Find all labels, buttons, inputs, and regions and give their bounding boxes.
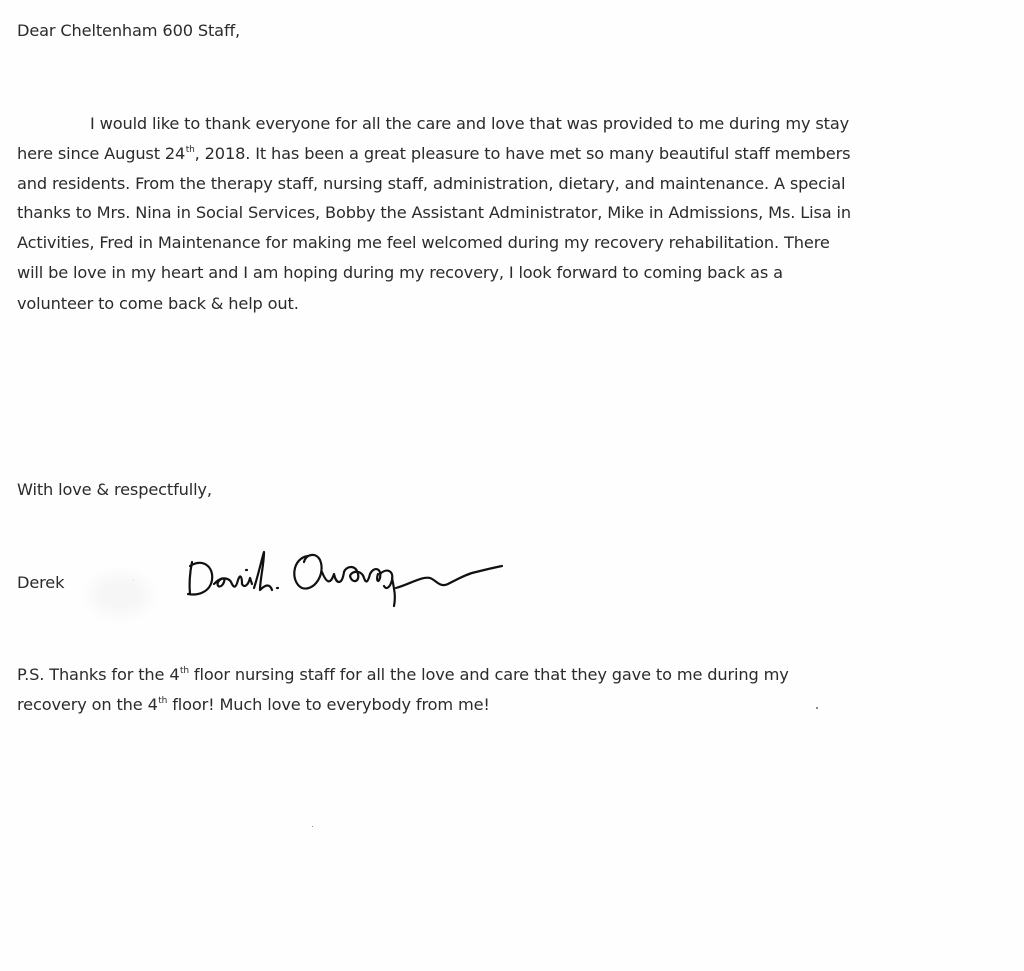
- sender-name: Derek: [17, 573, 65, 592]
- body-line: Activities, Fred in Maintenance for making me feel welcomed during my recovery rehabilitation. There: [17, 233, 830, 252]
- handwritten-signature: [180, 528, 520, 608]
- body-line: here since August 24th, 2018. It has been a great pleasure to have met so many beautiful staff members: [17, 144, 851, 163]
- closing: With love & respectfully,: [17, 480, 212, 499]
- ps-line: P.S. Thanks for the 4th floor nursing staff for all the love and care that they gave to me during my: [17, 665, 789, 684]
- body-line: thanks to Mrs. Nina in Social Services, Bobby the Assistant Administrator, Mike in Admissions, Ms. Lisa in: [17, 203, 851, 222]
- salutation: Dear Cheltenham 600 Staff,: [17, 21, 241, 40]
- body-line: will be love in my heart and I am hoping during my recovery, I look forward to coming back as a: [17, 263, 783, 282]
- body-line: I would like to thank everyone for all the care and love that was provided to me during my stay: [90, 114, 850, 133]
- body-line: and residents. From the therapy staff, nursing staff, administration, dietary, and maintenance. A special: [17, 174, 846, 193]
- scan-speck: [816, 707, 818, 709]
- scan-speck: [133, 579, 134, 580]
- body-line: volunteer to come back & help out.: [17, 294, 299, 313]
- scan-speck: [312, 826, 313, 827]
- ps-line: recovery on the 4th floor! Much love to everybody from me!: [17, 695, 490, 714]
- scan-smudge: [90, 575, 150, 615]
